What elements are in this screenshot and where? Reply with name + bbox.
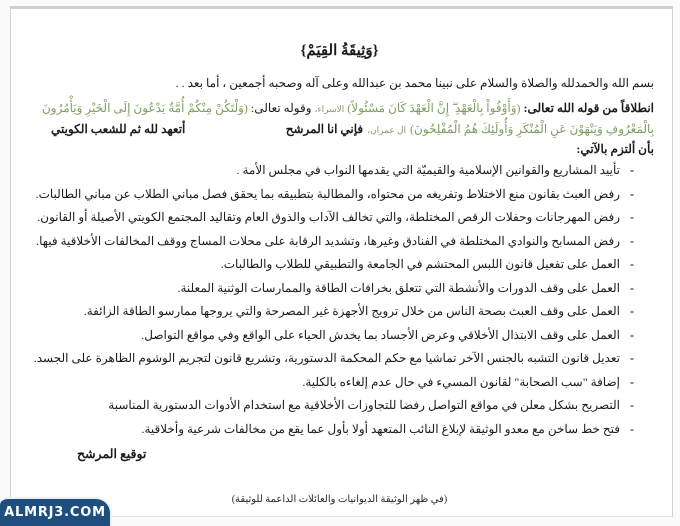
list-item-text: العمل على وقف الدورات والأنشطة التي تتعلق بخرافات الطاقة والممارسات الوثنية المعلنة.: [177, 280, 620, 295]
basmala-line: بسم الله والحمدلله والصلاة والسلام على نبينا محمد بن عبدالله وعلى آله وصحبه أجمعين ، أما بعد . .: [175, 76, 654, 90]
list-item-text: فتح خط ساخن مع معدو الوثيقة لإبلاغ النائب المتعهد أولا بأول عما يقع من مخالفات شرعية وأخلاقية.: [141, 421, 620, 436]
commitment-heading: بأن ألتزم بالآتي:: [576, 142, 654, 156]
quran-verse-2-part1: (وَلْتَكُنْ مِنْكُمْ أُمَّةٌ يَدْعُونَ إِلَى الْخَيْرِ وَيَأْمُرُونَ: [41, 101, 248, 115]
list-item: [25, 211, 634, 224]
list-item-text: العمل على وقف العبث بصحة الناس من خلال ترويج الأجهزة غير المصرحة والتي يروجها ممارسو الطاقة الزائفة.: [83, 304, 620, 318]
list-item-text: التصريح بشكل معلن في مواقع التواصل رفضا للتجاوزات الأخلاقية مع استخدام الأدوات الدستورية المناسبة: [108, 398, 620, 412]
list-item-text: العمل على تفعيل قانون اللبس المحتشم في الجامعة والتطبيقي للطلاب والطالبات.: [220, 257, 620, 271]
quran-verse-1: (وَأَوْفُواْ بِالْعَهْدِ ۖ إِنَّ الْعَهْدَ كَانَ مَسْئُولاً): [347, 101, 521, 115]
bullet-dash: -: [630, 210, 634, 224]
list-item: [25, 258, 634, 271]
verse-1-reference: الاسراء،: [314, 104, 345, 114]
list-item: [25, 164, 634, 177]
pledge-phrase: أتعهد لله ثم للشعب الكويتي: [51, 122, 186, 136]
candidate-phrase: فإني انا المرشح: [285, 122, 364, 136]
site-watermark-badge: [0, 497, 112, 526]
bullet-dash: -: [630, 421, 634, 436]
bullet-dash: -: [630, 280, 634, 295]
list-item: [25, 399, 634, 412]
document-page: [10, 6, 673, 517]
bullet-dash: -: [630, 374, 634, 389]
list-item: [25, 376, 634, 389]
bullet-dash: -: [630, 327, 634, 342]
and-saying-phrase: وقوله تعالى:: [250, 101, 312, 115]
quran-intro-line: [25, 98, 654, 119]
list-item: [25, 352, 634, 365]
bullet-dash: -: [630, 186, 634, 201]
commitments-list: [25, 164, 654, 436]
bullet-dash: -: [630, 351, 634, 365]
list-item-text: العمل على وقف الابتذال الأخلاقي وعرض الأجساد بما يخدش الحياء على الواقع وفي مواقع التواصل.: [141, 327, 620, 342]
document-content: [11, 9, 672, 505]
list-item-text: إضافة "سب الصحابة" لقانون المسيء في حال عدم إلغاءه بالكلية.: [302, 374, 620, 389]
pledge-line: [25, 119, 654, 140]
footer-note: (في ظهر الوثيقة الديوانيات والعائلات الداعمة للوثيقة): [231, 494, 448, 505]
bullet-dash: -: [630, 163, 634, 177]
bullet-dash: -: [630, 257, 634, 271]
intro-phrase: انطلاقاً من قوله الله تعالى:: [523, 101, 654, 115]
list-item: [25, 423, 634, 436]
quran-verse-2-part2: بِالْمَعْرُوفِ وَيَنْهَوْنَ عَنِ الْمُنْكَرِ وَأُولَئِكَ هُمُ الْمُفْلِحُونَ): [410, 122, 654, 136]
list-item-text: رفض العبث بقانون منع الاختلاط وتفريغه من محتواه، والمطالبة بتطبيقه بما يحقق فصل مباني الطلاب عن مباني الطالبات.: [35, 186, 620, 201]
list-item: [25, 282, 634, 295]
candidate-signature-label: توقيع المرشح: [77, 447, 147, 461]
list-item-text: تعديل قانون التشبه بالجنس الآخر تماشيا مع حكم المحكمة الدستورية، وتشريع قانون لتجريم الوشوم الظاهرة على الجسد.: [33, 351, 620, 365]
bullet-dash: -: [630, 304, 634, 318]
document-title: {وَثِيقَةُ القِيَمْ}: [300, 43, 379, 59]
list-item-text: رفض المسابح والنوادي المختلطة في الفنادق وغيرها، وتشديد الرقابة على محلات المساج ووقف المخالفات الأخلاقية فيها.: [36, 233, 620, 248]
list-item-text: رفض المهرجانات وحفلات الرقص المختلطة، والتي تخالف الآداب والذوق العام وتقاليد المجتمع الكويتي الأصيلة أو القانون.: [37, 210, 620, 224]
list-item: [25, 329, 634, 342]
bullet-dash: -: [630, 398, 634, 412]
site-watermark-text: ALMRJ3.COM: [4, 505, 106, 520]
list-item: [25, 235, 634, 248]
verse-2-reference: ال عمران،: [367, 125, 407, 135]
list-item: [25, 188, 634, 201]
bullet-dash: -: [630, 233, 634, 248]
list-item: [25, 305, 634, 318]
list-item-text: تأييد المشاريع والقوانين الإسلامية والقيميّة التي يقدمها النواب في مجلس الأمة .: [236, 163, 620, 177]
